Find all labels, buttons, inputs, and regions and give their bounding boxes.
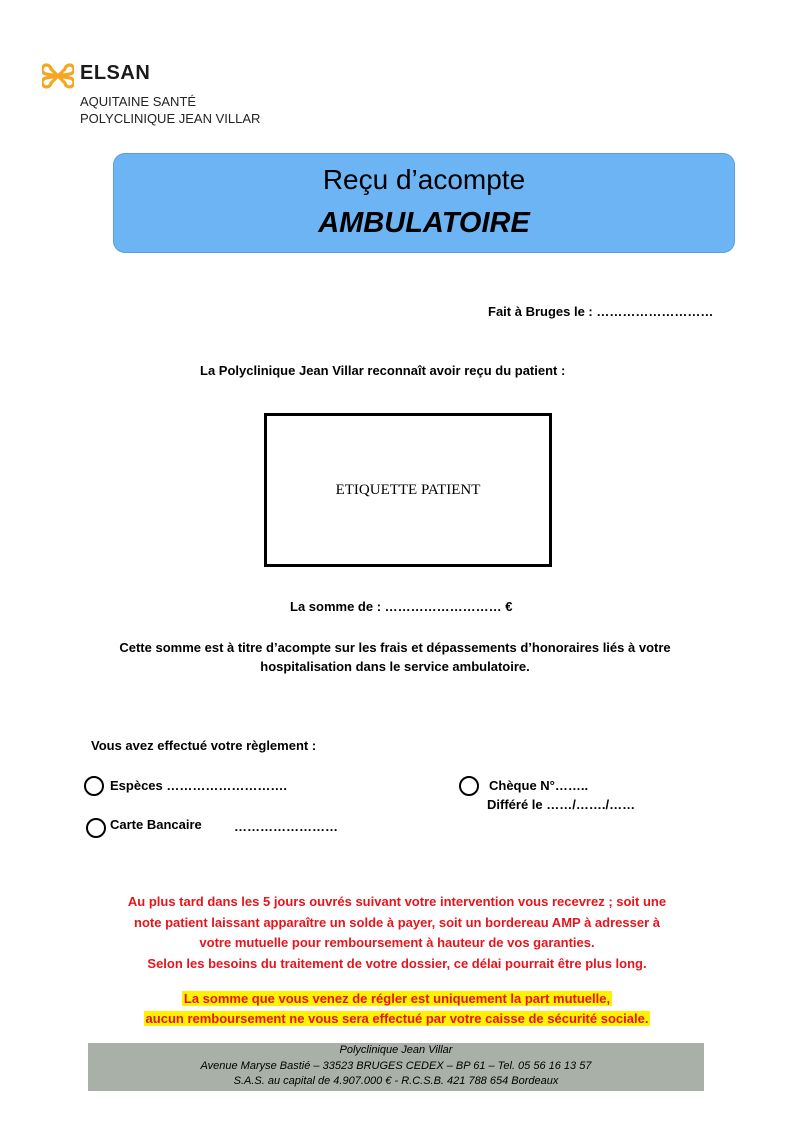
warning-line: note patient laissant apparaître un solde à payer, soit un bordereau AMP à adresser à	[134, 914, 660, 930]
footer-address: Avenue Maryse Bastié – 33523 BRUGES CEDEX – BP 61 – Tel. 05 56 16 13 57	[200, 1059, 592, 1072]
patient-label-box	[264, 413, 552, 567]
cheque-differe-label: Différé le ……/……./……	[487, 797, 636, 812]
brand-subtitle-region: AQUITAINE SANTÉ	[80, 94, 197, 109]
patient-label-text: ETIQUETTE PATIENT	[335, 482, 481, 498]
warning-line: Au plus tard dans les 5 jours ouvrés suivant votre intervention vous recevrez ; soit une	[127, 894, 667, 909]
footer-legal: S.A.S. au capital de 4.907.000 € - R.C.S.B. 421 788 654 Bordeaux	[233, 1075, 559, 1087]
footer-clinic-name: Polyclinique Jean Villar	[339, 1044, 453, 1056]
elsan-logo-icon	[42, 60, 74, 92]
description-line: Cette somme est à titre d’acompte sur les frais et dépassements d’honoraires liés à votre	[119, 640, 671, 655]
carte-bancaire-label: Carte Bancaire	[110, 817, 202, 832]
title-line-1: Reçu d’acompte	[322, 164, 526, 195]
carte-bancaire-field: ……………………	[234, 819, 338, 834]
payment-heading: Vous avez effectué votre règlement :	[91, 738, 317, 753]
warning-line: votre mutuelle pour remboursement à hauteur de vos garanties.	[199, 935, 595, 950]
amount-line: La somme de : ……………………… €	[290, 599, 513, 614]
date-line: Fait à Bruges le : ………………………	[488, 304, 714, 319]
highlight-line: La somme que vous venez de régler est uniquement la part mutuelle,	[183, 991, 611, 1006]
intro-text: La Polyclinique Jean Villar reconnaît avoir reçu du patient :	[200, 363, 566, 378]
description-line: hospitalisation dans le service ambulatoire.	[260, 659, 530, 674]
cheque-radio[interactable]	[459, 776, 479, 796]
warning-paragraph	[60, 892, 734, 974]
especes-radio[interactable]	[84, 776, 104, 796]
carte-bancaire-radio[interactable]	[86, 818, 106, 838]
warning-line: Selon les besoins du traitement de votre dossier, ce délai pourrait être plus long.	[147, 955, 647, 971]
highlight-notice	[60, 989, 734, 1029]
title-line-2: AMBULATOIRE	[318, 207, 530, 239]
highlight-line: aucun remboursement ne vous sera effectué par votre caisse de sécurité sociale.	[145, 1011, 649, 1026]
cheque-label: Chèque N°……..	[489, 778, 589, 793]
brand-name: ELSAN	[80, 62, 151, 84]
description-paragraph	[60, 638, 730, 676]
brand-subtitle-clinic: POLYCLINIQUE JEAN VILLAR	[80, 111, 261, 126]
title-banner	[113, 153, 735, 253]
especes-label: Espèces ……………………….	[110, 778, 287, 793]
footer-bar	[88, 1043, 704, 1091]
